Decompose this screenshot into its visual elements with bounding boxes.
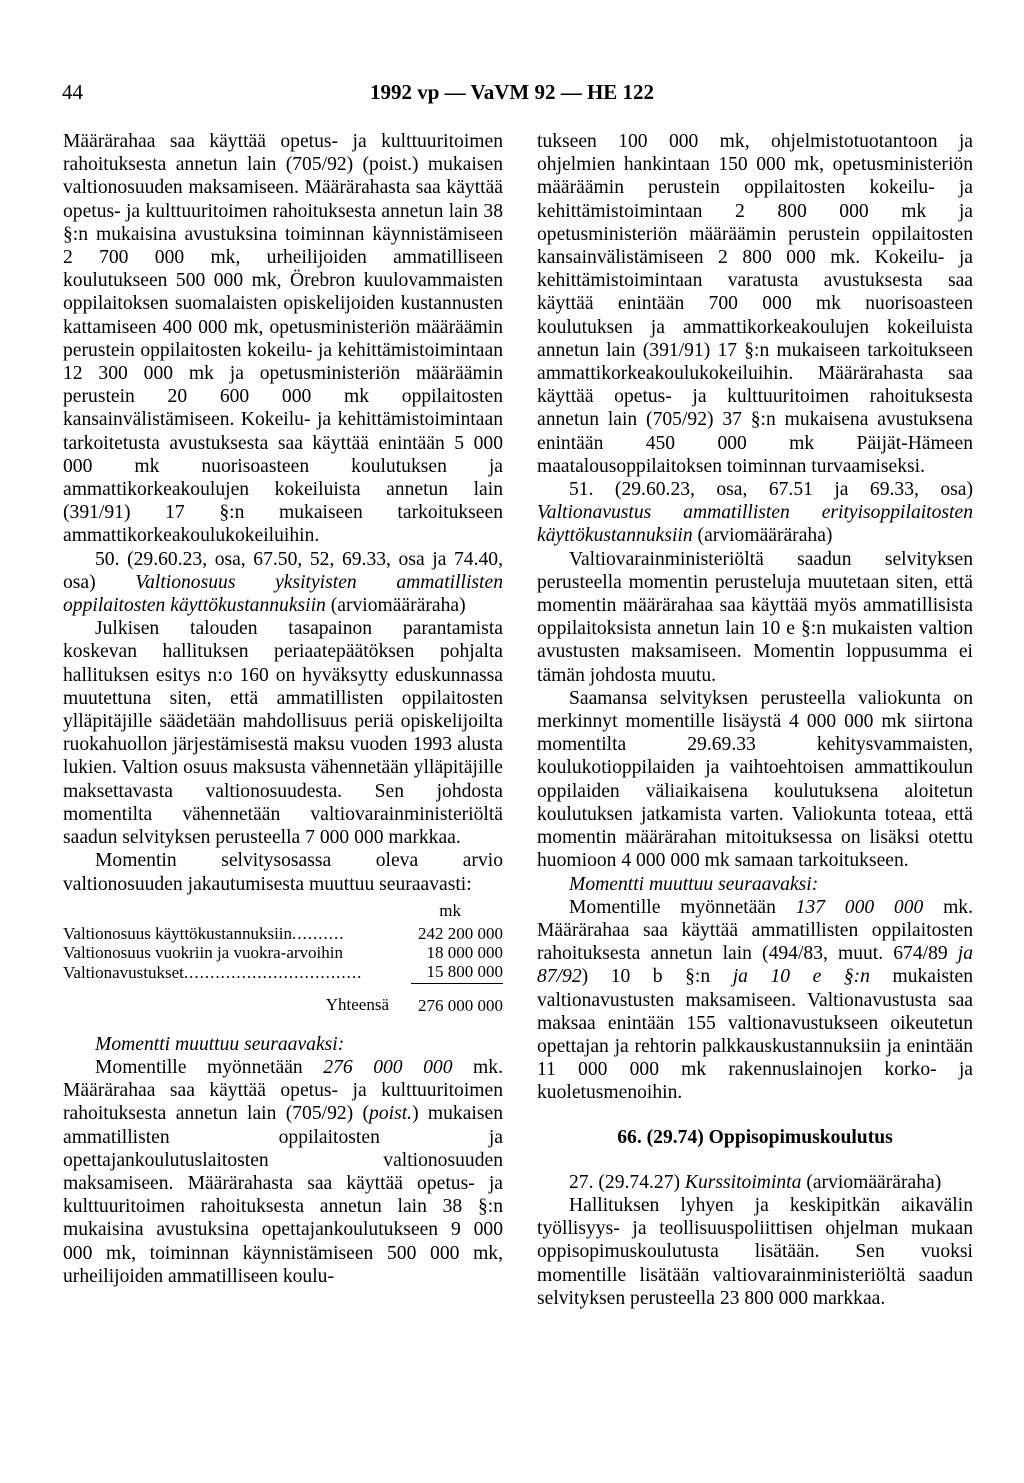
text-span: mk. Määrärahaa saa käyttää opetus- ja kulttuuritoimen rahoituksesta annetun lain (705/92) ( — [63, 1056, 503, 1125]
page-number: 44 — [62, 80, 83, 104]
item-50-number: 50. (29.60.23, osa, 67.50, 52, 69.33, osa ja 74.40, osa) — [63, 548, 503, 593]
item-51-number: 51. (29.60.23, osa, 67.51 ja 69.33, osa) — [569, 479, 973, 501]
table-total-value: 276 000 000 — [418, 995, 503, 1015]
item-50-title: Valtionosuus yksityisten ammatillisten oppilaitosten käyttökustannuksiin — [63, 571, 503, 617]
text-span: ja 10 e §:n — [732, 966, 870, 988]
table-row-value: 18 000 000 — [426, 942, 503, 962]
text-span: mukaisten valtionavustusten maksamiseen. Valtionavustusta saa maksaa enintään 155 valtionavustukseen oikeutetun opettajan ja rehtorin palkkauskustannuksiin ja enintään 11 000 000 mk rakennuslainojen korko- ja kuoletusmenoihin. — [537, 966, 974, 1104]
table-unit: mk — [439, 900, 461, 920]
item-51-title: Valtionavustus ammatillisten erityisoppilaitosten käyttökustannuksiin — [537, 502, 973, 547]
table-row — [63, 924, 503, 943]
left-column — [63, 130, 503, 1288]
appropriation-amount: 276 000 000 — [323, 1056, 453, 1078]
item-50-type: (arviomääräraha) — [325, 595, 466, 617]
item-27-number: 27. (29.74.27) — [569, 1171, 685, 1193]
allocation-table — [63, 901, 503, 1015]
table-row-value: 242 200 000 — [418, 923, 503, 943]
right-paragraph-2: Valtiovarainministeriöltä saadun selvityksen perusteella momentin perusteluja muutetaan siten, että momentin määrärahaa saa käyttää myös ammatillisista oppilaitoksista annetun lain 10 e §:n mukaisten valtion avustusten maksamiseen. Momentin loppusumma ei tämän johdosta muutu. — [537, 548, 973, 686]
right-paragraph-1: tukseen 100 000 mk, ohjelmistotuotantoon ja ohjelmien hankintaan 150 000 mk, opetusministeriön määräämin perustein oppilaitosten kokeilu- ja kehittämistoimintaan 2 800 000 mk ja opetusministeriön määräämin perustein oppilaitosten kansainvälistämiseen 2 800 000 mk. Kokeilu- ja kehittämistoimintaan varatusta avustuksesta saa käyttää enintään 700 000 mk nuorisoasteen koulutuksen ja ammattikorkeakoulujen kokeiluista annetun lain (391/91) 17 §:n mukaiseen tarkoitukseen ammattikorkeakoulukokeiluihin. Määrärahasta saa käyttää opetus- ja kulttuuritoimen rahoituksesta annetun lain (705/92) 37 §:n mukaisena avustuksena enintään 450 000 mk Päijät-Hämeen maatalousoppilaitoksen toiminnan turvaamiseksi. — [537, 131, 973, 477]
left-paragraph-1: Määrärahaa saa käyttää opetus- ja kulttuuritoimen rahoituksesta annetun lain (705/92) (poist.) mukaisen valtionosuuden maksamiseen. Määrärahasta saa käyttää opetus- ja kulttuuritoimen rahoituksesta annetun lain 38 §:n mukaisina avustuksina toiminnan käynnistämiseen 2 700 000 mk, urheilijoiden ammatilliseen koulutukseen 500 000 mk, Örebron kuulovammaisten oppilaitoksen suomalaisten opiskelijoiden kustannusten kattamiseen 400 000 mk, opetusministeriön määräämin perustein oppilaitosten kokeilu- ja kehittämistoimintaan 12 300 000 mk ja opetusministeriön määräämin perustein 20 600 000 mk oppilaitosten kansainvälistämiseen. Kokeilu- ja kehittämistoimintaan tarkoitetusta avustuksesta saa käyttää enintään 5 000 000 mk nuorisoasteen koulutuksen ja ammattikorkeakoulujen kokeiluista annetun lain (391/91) 17 §:n mukaiseen tarkoitukseen ammattikorkeakoulukokeiluihin. — [63, 131, 503, 547]
running-head: 1992 vp — VaVM 92 — HE 122 — [369, 80, 655, 104]
right-paragraph-5: Hallituksen lyhyen ja keskipitkän aikavälin työllisyys- ja teollisuuspoliittisen ohjelman mukaan oppisopimuskoulutusta lisätään. Sen vuoksi momentille lisätään valtiovarainministeriöltä saadun selvityksen perusteella 23 800 000 markkaa. — [537, 1194, 973, 1309]
text-span: ) 10 b §:n — [581, 966, 733, 988]
item-27-type: (arviomääräraha) — [801, 1171, 942, 1193]
left-paragraph-4 — [63, 1056, 503, 1288]
appropriation-amount: 137 000 000 — [795, 896, 924, 918]
table-row-label: Valtionosuus käyttökustannuksiin — [63, 923, 293, 943]
table-row-value: 15 800 000 — [411, 962, 503, 984]
table-row-label: Valtionavustukset — [63, 962, 184, 982]
table-total-row — [63, 983, 503, 1015]
leader-dots: .................................. — [183, 962, 363, 982]
leader-dots: .......... — [292, 923, 345, 943]
item-50-heading — [63, 548, 503, 618]
right-paragraph-4 — [537, 896, 973, 1105]
right-column — [537, 130, 973, 1310]
item-51-heading — [537, 478, 973, 548]
text-span: ja 87/92 — [537, 943, 973, 988]
text-span: poist. — [369, 1103, 413, 1125]
left-paragraph-2: Julkisen talouden tasapainon parantamista koskevan hallituksen periaatepäätöksen pohjalta hallituksen esitys n:o 160 on hyväksytty eduskunnassa muutettuna siten, että ammatillisten oppilaitosten ylläpitäjille säädetään mahdollisuus periä opiskelijoilta ruokahuollon järjestämisestä maksu vuoden 1993 alusta lukien. Valtion osuus maksusta vähennetään ylläpitäjille maksettavasta valtionosuudesta. Sen johdosta momentilta vähennetään valtiovarainministeriöltä saadun selvityksen perusteella 7 000 000 markkaa. — [63, 618, 503, 849]
table-row — [63, 962, 503, 984]
text-span: mk. Määrärahaa saa käyttää ammatillisten oppilaitosten rahoituksesta annetun lain (494/83, muut. 674/89 — [537, 896, 974, 965]
momentti-heading: Momentti muuttuu seuraavaksi: — [569, 873, 819, 895]
item-27-title: Kurssitoiminta — [684, 1171, 802, 1193]
table-total-label: Yhteensä — [325, 995, 389, 1015]
table-row-label: Valtionosuus vuokriin ja vuokra-arvoihin — [63, 942, 343, 962]
left-paragraph-3: Momentin selvitysosassa oleva arvio valtionosuuden jakautumisesta muuttuu seuraavasti: — [63, 850, 503, 895]
table-unit-row — [63, 901, 503, 924]
item-51-type: (arviomääräraha) — [692, 525, 833, 547]
section-heading: 66. (29.74) Oppisopimuskoulutus — [617, 1126, 893, 1148]
right-paragraph-3: Saamansa selvityksen perusteella valiokunta on merkinnyt momentille lisäystä 4 000 000 mk siirtona momentilta 29.69.33 kehitysvammaisten, koulukotioppilaiden ja vaihtoehtoisen ammattikoulun oppilaiden väliaikaisena koulutuksena aloitetun koulutuksen jatkamista varten. Valiokunta toteaa, että momentin määrärahan mitoituksessa on lisäksi otettu huomioon 4 000 000 mk samaan tarkoitukseen. — [537, 687, 973, 872]
text-span: ) mukaisen ammatillisten oppilaitosten ja opettajankoulutuslaitosten valtionosuuden maksamiseen. Määrärahasta saa käyttää opetus- ja kulttuuritoimen rahoituksesta annetun lain 38 §:n mukaisina avustuksina opettajankoulutukseen 9 000 000 mk, toiminnan käynnistämiseen 500 000 mk, urheilijoiden ammatilliseen koulu- — [63, 1103, 503, 1287]
item-27-heading — [537, 1171, 973, 1194]
table-row — [63, 943, 503, 962]
momentti-heading: Momentti muuttuu seuraavaksi: — [95, 1033, 345, 1055]
text-span: Momentille myönnetään — [569, 896, 796, 918]
text-span: Momentille myönnetään — [95, 1056, 324, 1078]
